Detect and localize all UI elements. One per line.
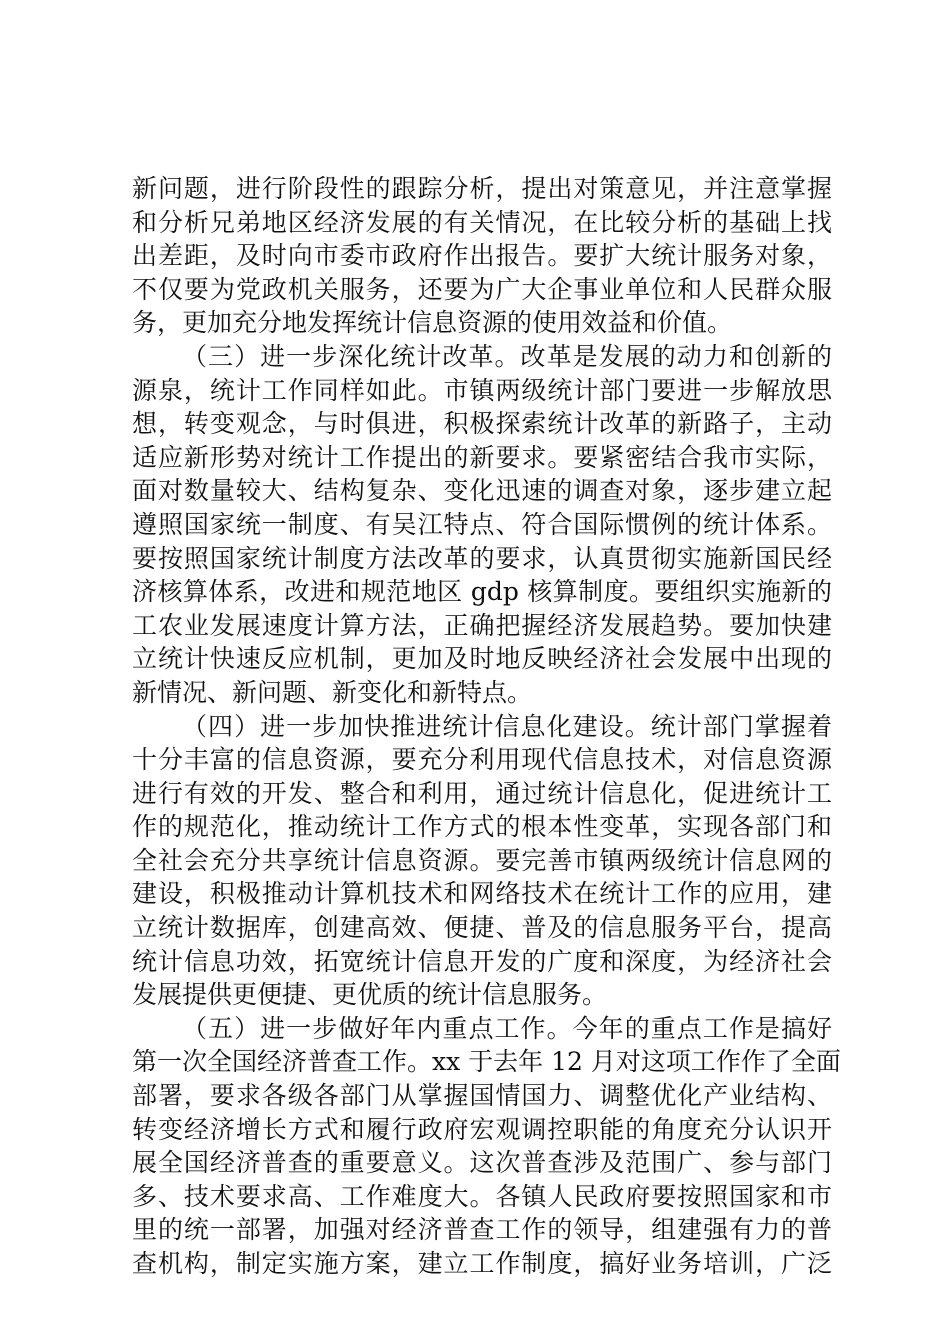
text-line: 新情况、新问题、新变化和新特点。 <box>132 677 533 707</box>
text-line: 源泉，统计工作同样如此。市镇两级统计部门要进一步解放思 <box>132 375 832 405</box>
text-line: 想，转变观念，与时俱进，积极探索统计改革的新路子，主动 <box>132 409 832 439</box>
paragraph <box>132 340 832 710</box>
text-line: 作的规范化，推动统计工作方式的根本性变革，实现各部门和 <box>132 812 832 842</box>
text-line: （五）进一步做好年内重点工作。今年的重点工作是搞好 <box>182 1013 832 1043</box>
text-line: 面对数量较大、结构复杂、变化迅速的调查对象，逐步建立起 <box>132 476 832 506</box>
text-line: 不仅要为党政机关服务，还要为广大企事业单位和人民群众服 <box>132 274 832 304</box>
text-line: （四）进一步加快推进统计信息化建设。统计部门掌握着 <box>182 711 832 741</box>
paragraph <box>132 172 832 340</box>
text-line: 立统计数据库，创建高效、便捷、普及的信息服务平台，提高 <box>132 913 832 943</box>
text-line: 出差距，及时向市委市政府作出报告。要扩大统计服务对象， <box>132 241 832 271</box>
text-line: 展全国经济普查的重要意义。这次普查涉及范围广、参与部门 <box>132 1148 832 1178</box>
text-line: 十分丰富的信息资源，要充分利用现代信息技术，对信息资源 <box>132 745 832 775</box>
text-line: 立统计快速反应机制，更加及时地反映经济社会发展中出现的 <box>132 644 832 674</box>
text-line: 发展提供更便捷、更优质的统计信息服务。 <box>132 980 608 1010</box>
text-line: 统计信息功效，拓宽统计信息开发的广度和深度，为经济社会 <box>132 946 832 976</box>
text-line: 全社会充分共享统计信息资源。要完善市镇两级统计信息网的 <box>132 845 832 875</box>
text-line: 遵照国家统一制度、有吴江特点、符合国际惯例的统计体系。 <box>132 509 832 539</box>
text-line: 转变经济增长方式和履行政府宏观调控职能的角度充分认识开 <box>132 1114 832 1144</box>
body-text <box>132 172 841 1281</box>
text-line: 要按照国家统计制度方法改革的要求，认真贯彻实施新国民经 <box>132 543 832 573</box>
text-line: 务，更加充分地发挥统计信息资源的使用效益和价值。 <box>132 308 733 338</box>
paragraph <box>132 1012 841 1281</box>
paragraph <box>132 710 832 1012</box>
text-line: 济核算体系，改进和规范地区 gdp 核算制度。要组织实施新的 <box>132 577 832 607</box>
text-line: 进行有效的开发、整合和利用，通过统计信息化，促进统计工 <box>132 778 832 808</box>
text-line: 和分析兄弟地区经济发展的有关情况，在比较分析的基础上找 <box>132 207 832 237</box>
text-line: 新问题，进行阶段性的跟踪分析，提出对策意见，并注意掌握 <box>132 174 832 203</box>
text-line: 适应新形势对统计工作提出的新要求。要紧密结合我市实际， <box>132 442 832 472</box>
text-line: 第一次全国经济普查工作。xx 于去年 12 月对这项工作作了全面 <box>132 1047 841 1077</box>
text-line: 部署，要求各级各部门从掌握国情国力、调整优化产业结构、 <box>132 1081 832 1111</box>
text-line: 里的统一部署，加强对经济普查工作的领导，组建强有力的普 <box>132 1215 832 1245</box>
text-line: 建设，积极推动计算机技术和网络技术在统计工作的应用，建 <box>132 879 832 909</box>
text-line: 多、技术要求高、工作难度大。各镇人民政府要按照国家和市 <box>132 1181 832 1211</box>
text-line: 查机构，制定实施方案，建立工作制度，搞好业务培训，广泛 <box>132 1249 832 1278</box>
text-line: （三）进一步深化统计改革。改革是发展的动力和创新的 <box>182 341 832 371</box>
text-line: 工农业发展速度计算方法，正确把握经济发展趋势。要加快建 <box>132 610 832 640</box>
